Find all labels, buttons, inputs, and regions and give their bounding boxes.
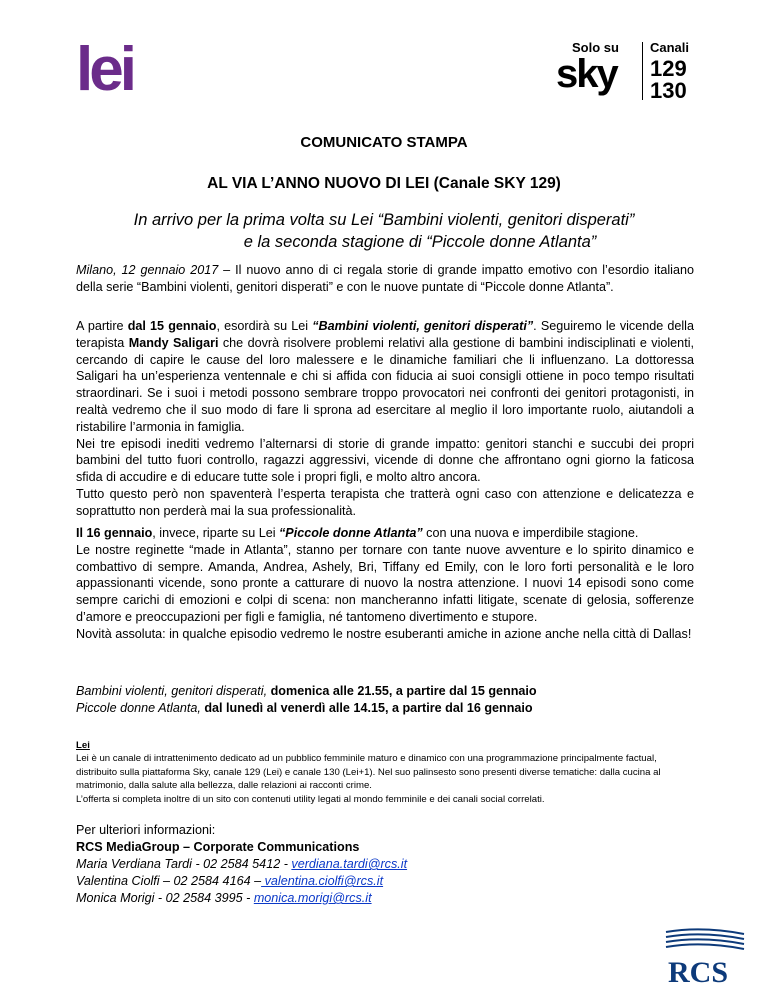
main-text-2: , esordirà su Lei [216, 319, 313, 333]
second-show-title: “Piccole donne Atlanta” [279, 526, 423, 540]
second-date: Il 16 gennaio [76, 526, 153, 540]
main-date: dal 15 gennaio [127, 319, 217, 333]
schedule-show-2: Piccole donne Atlanta, [76, 700, 201, 715]
main-show-title: “Bambini violenti, genitori disperati” [312, 319, 534, 333]
about-body: Lei è un canale di intrattenimento dedicato ad un pubblico femminile maturo e dinamico con una programmazione principalmente factual, distribuito sulla piattaforma Sky, canale 129 (Lei) e canale 130 (Lei+1). Nel suo palinsesto sono presenti diverse tematiche: dalla cucina al matrimonio, dalla salute alla bellezza, dalle relazioni ai racconti crime. [76, 753, 661, 792]
schedule-time-1: domenica alle 21.55 [267, 684, 389, 698]
lei-logo [76, 40, 168, 96]
main-text-1: A partire [76, 319, 128, 333]
subtitle-line-2 [0, 233, 768, 252]
contact-3-email[interactable]: monica.morigi@rcs.it [253, 891, 372, 905]
comunicato-stampa-heading: COMUNICATO STAMPA [300, 134, 468, 151]
sky-channel-logo [556, 40, 696, 102]
second-text-1: , invece, riparte su Lei [152, 526, 279, 540]
sky-channel-129: 129 [650, 56, 687, 81]
schedule-time-2: dal lunedì al venerdì alle 14.15, a partire dal 16 gennaio [200, 700, 533, 715]
contact-2-email[interactable]: valentina.ciolfi@rcs.it [261, 874, 384, 888]
lei-logo-text: lei [76, 40, 133, 96]
second-line-2: Le nostre reginette “made in Atlanta”, stanno per tornare con tante nuove avventure e lo spirito dinamico e combattivo di sempre. Amanda, Andrea, Ashely, Bri, Tiffany ed Emily, con le loro forti personalità e le loro appassionanti vicende, sono pronte a catturare di nuovo la nostra attenzione. I nuovi 14 episodi sono come sempre carichi di emozioni e colpi di scena: non mancheranno infatti litigate, scenate di gelosia, sofferenze d’amore e preoccupazioni per figli e famiglia, né tantomeno divertimento e stupore. [76, 542, 694, 624]
sky-wordmark: sky [556, 52, 617, 96]
main-paragraph [76, 318, 694, 520]
second-text-2: con una nuova e imperdibile stagione. [422, 526, 639, 540]
main-line-3: Tutto questo però non spaventerà l’esperta terapista che tratterà ogni caso con attenzione e delicatezza e soprattutto non perderà mai la sua professionalità. [76, 486, 694, 518]
subtitle-line-2-text: e la seconda stagione di “Piccole donne Atlanta” [243, 233, 597, 251]
headline: AL VIA L’ANNO NUOVO DI LEI (Canale SKY 129) [207, 175, 561, 192]
sky-channel-130: 130 [650, 78, 687, 103]
contact-1-email[interactable]: verdiana.tardi@rcs.it [291, 857, 408, 871]
about-title: Lei [76, 740, 90, 751]
about-lei [76, 739, 694, 806]
main-person: Mandy Saligari [128, 335, 219, 350]
about-body-2: L’offerta si completa inoltre di un sito con contenuti utility legati al mondo femminile e dei canali social correlati. [76, 793, 545, 805]
contacts-company: RCS MediaGroup – Corporate Communications [76, 840, 360, 854]
contacts [76, 822, 694, 907]
contact-1-name: Maria Verdiana Tardi - 02 2584 5412 - [76, 857, 292, 871]
intro-text: – Il nuovo anno di ci regala storie di grande impatto emotivo con l’esordio italiano della serie “Bambini violenti, genitori disperati” e con le nuove puntate di “Piccole donne Atlanta”. [76, 263, 694, 294]
schedule-rest-1: , a partire dal 15 gennaio [388, 684, 537, 698]
schedule-show-1: Bambini violenti, genitori disperati, [76, 684, 268, 698]
rcs-logo [662, 928, 748, 986]
dateline: Milano, 12 gennaio 2017 [76, 263, 219, 277]
schedule [76, 683, 694, 717]
main-text-4: che dovrà risolvere problemi relativi alla gestione di bambini indisciplinati e violenti, cercando di capire le cause del loro malessere e le dinamiche familiari che li influenzano. La dottoressa Saligari ha un’esperienza ventennale e chi si affida con fiducia ai suoi consigli ottiene in poco tempo risultati straordinari. Se i suoi i metodi possono sembrare troppo provocatori nei confronti dei genitori protagonisti, in realtà vedremo che il suo modo di fare li sprona ad esercitare al meglio il loro importante ruolo, aiutandoli a ristabilire l’armonia in famiglia. [76, 335, 694, 434]
contacts-intro: Per ulteriori informazioni: [76, 823, 216, 837]
subtitle-line-1: In arrivo per la prima volta su Lei “Bambini violenti, genitori disperati” [133, 211, 635, 229]
intro-paragraph [76, 262, 694, 296]
second-line-3: Novità assoluta: in qualche episodio vedremo le nostre esuberanti amiche in azione anche nella città di Dallas! [76, 626, 692, 641]
sky-solo-su: Solo su [572, 40, 619, 55]
main-line-2: Nei tre episodi inediti vedremo l’alternarsi di storie di grande impatto: genitori stanchi e succubi dei propri bambini del tutto fuori controllo, ragazzi aggressivi, vicende di donne che affrontano ogni giorno la faticosa sfida di accudire e di educare tutte sole i propri figli, e molto altro ancora. [76, 436, 694, 485]
contact-2-name: Valentina Ciolfi – 02 2584 4164 – [76, 874, 262, 888]
second-paragraph [76, 525, 694, 643]
rcs-logo-text: RCS [668, 956, 729, 986]
sky-canali: Canali [650, 40, 690, 55]
contact-3-name: Monica Morigi - 02 2584 3995 - [76, 891, 254, 905]
main-text-3: . Seguiremo le vicende della terapista [76, 319, 694, 350]
sky-separator [642, 42, 643, 100]
